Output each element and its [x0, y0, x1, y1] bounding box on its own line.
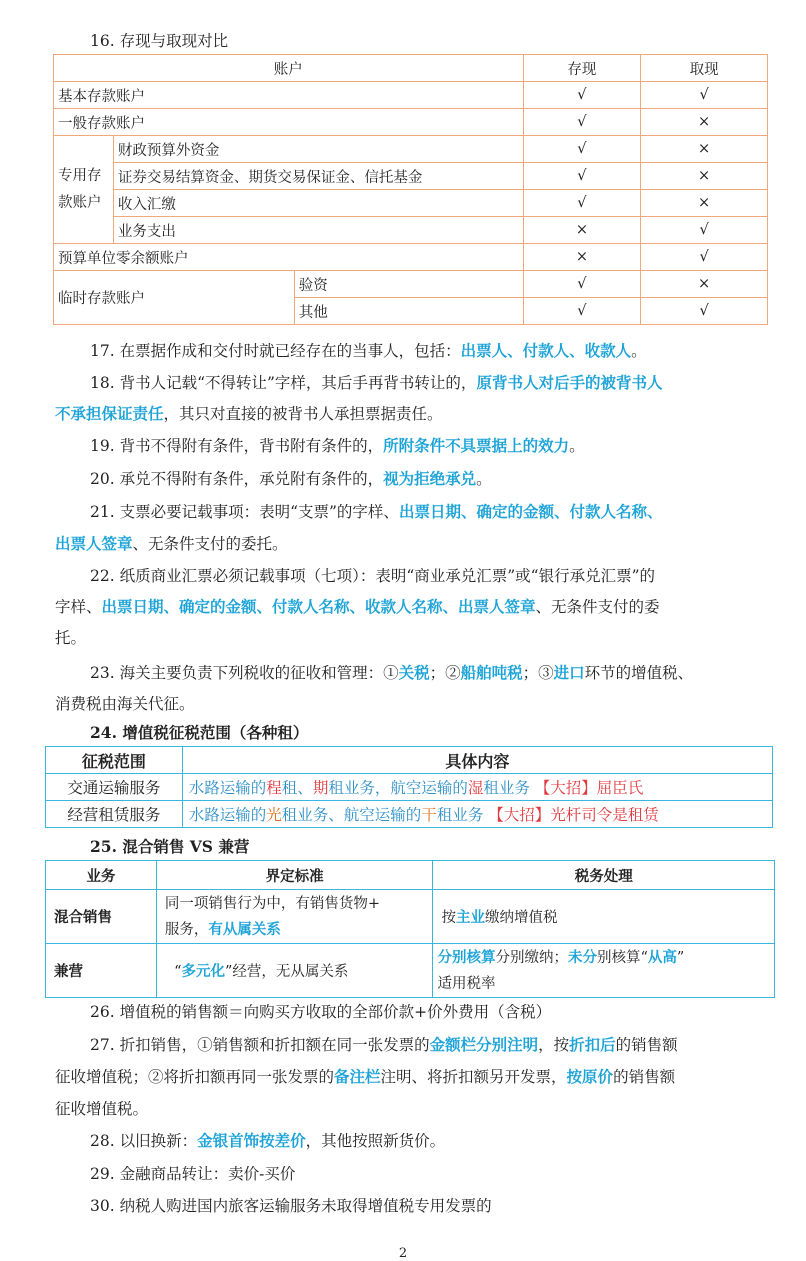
account-name: 验资 — [294, 271, 523, 298]
text: ” — [676, 949, 685, 966]
text: 21. 支票必要记载事项：表明“支票”的字样、 — [90, 503, 399, 521]
section-22-line2 — [55, 596, 660, 618]
table-row — [46, 890, 775, 944]
deposit-mark: × — [523, 217, 641, 244]
account-name: 收入汇缴 — [113, 190, 523, 217]
text: ，按 — [538, 1036, 570, 1054]
account-name: 业务支出 — [113, 217, 523, 244]
deposit-mark: √ — [523, 298, 641, 325]
withdraw-mark: × — [641, 163, 768, 190]
cash-comparison-table — [53, 54, 768, 325]
highlight: 折扣后 — [569, 1035, 616, 1054]
text: 租业务、航空运输的 — [281, 806, 422, 824]
section-21-line1 — [90, 501, 662, 523]
table-row — [46, 944, 775, 998]
section-23-line1 — [90, 662, 693, 684]
highlight: 主业 — [455, 909, 485, 926]
section-25-title: 25. 混合销售 VS 兼营 — [90, 837, 250, 856]
highlight: 按原价 — [566, 1067, 614, 1086]
table-header-row — [46, 861, 775, 890]
text: 。 — [569, 437, 585, 455]
withdraw-mark: √ — [641, 244, 768, 271]
text: 18. 背书人记载“不得转让”字样，其后手再背书转让的， — [90, 374, 477, 392]
text: 同一项销售行为中，有销售货物+ — [164, 895, 381, 912]
highlight: 原背书人对后手的被背书人 — [476, 373, 663, 392]
scope-name: 交通运输服务 — [46, 774, 183, 801]
section-17 — [90, 340, 647, 362]
text: 水路运输的 — [188, 779, 267, 797]
withdraw-mark: × — [641, 271, 768, 298]
key-char: 湿 — [467, 779, 484, 797]
table-row — [54, 136, 768, 163]
section-20 — [90, 468, 492, 490]
highlight: 出票人签章 — [55, 534, 133, 553]
table-row — [54, 163, 768, 190]
special-account-label: 专用存款账户 — [54, 136, 114, 244]
key-char: 期 — [312, 779, 329, 797]
highlight: 备注栏 — [334, 1067, 381, 1086]
text: 19. 背书不得附有条件，背书附有条件的， — [90, 437, 384, 455]
highlight: 进口 — [553, 663, 585, 682]
text: 。 — [631, 342, 647, 360]
highlight: 出票人、付款人、收款人 — [460, 341, 632, 360]
section-27-line2 — [55, 1066, 675, 1088]
withdraw-mark: × — [641, 136, 768, 163]
text: 租业务 — [436, 806, 489, 824]
highlight: 多元化 — [181, 963, 225, 980]
business-name: 混合销售 — [46, 890, 157, 944]
withdraw-mark: × — [641, 109, 768, 136]
text: 征收增值税；②将折扣额再同一张发票的 — [55, 1068, 335, 1086]
deposit-mark: √ — [523, 136, 641, 163]
section-27-line1 — [90, 1034, 678, 1056]
text: 注明、将折扣额另开发票， — [380, 1068, 567, 1086]
deposit-mark: √ — [523, 163, 641, 190]
section-18-line2 — [55, 403, 443, 425]
section-27-line3: 征收增值税。 — [55, 1100, 149, 1118]
text: ；② — [429, 664, 461, 682]
text: 租业务，航空运输的 — [328, 779, 468, 797]
highlight: 船舶吨税 — [460, 663, 523, 682]
mnemonic-tip: 【大招】光杆司令是租赁 — [488, 806, 659, 824]
mnemonic-tip: 【大招】屈臣氏 — [534, 779, 644, 797]
text: 租、 — [281, 779, 313, 797]
table-row — [54, 217, 768, 244]
text: ”经营，无从属关系 — [225, 964, 349, 980]
text: 字样、 — [55, 598, 102, 616]
withdraw-mark: √ — [641, 298, 768, 325]
text: 适用税率 — [437, 975, 496, 992]
section-24-title: 24. 增值税征税范围（各种租） — [90, 723, 309, 742]
section-28 — [90, 1130, 445, 1152]
section-19 — [90, 435, 585, 457]
business-name: 兼营 — [46, 944, 157, 998]
table-row — [46, 801, 773, 828]
section-22-line3: 托。 — [55, 629, 87, 647]
table-header-row — [54, 55, 768, 82]
header-deposit: 存现 — [523, 55, 641, 82]
text: 的销售额 — [613, 1068, 676, 1086]
deposit-mark: √ — [523, 190, 641, 217]
highlight: 金银首饰按差价 — [197, 1131, 306, 1150]
header-business: 业务 — [46, 861, 157, 890]
section-22-line1: 22. 纸质商业汇票必须记载事项（七项）：表明“商业承兑汇票”或“银行承兑汇票”的 — [90, 567, 656, 585]
highlight: 所附条件不具票据上的效力 — [383, 436, 570, 455]
highlight: 未分 — [567, 948, 597, 966]
account-name: 基本存款账户 — [54, 82, 524, 109]
mixed-sales-table — [45, 860, 775, 998]
deposit-mark: √ — [523, 271, 641, 298]
account-name: 其他 — [294, 298, 523, 325]
tax-cell — [433, 890, 775, 944]
table-row — [46, 774, 773, 801]
table-header-row — [46, 747, 773, 774]
key-char: 程 — [266, 779, 282, 797]
text: “ — [174, 964, 182, 980]
section-29: 29. 金融商品转让：卖价-买价 — [90, 1165, 296, 1183]
text: 别核算“ — [596, 949, 648, 966]
deposit-mark: √ — [523, 109, 641, 136]
key-char: 干 — [421, 806, 437, 824]
withdraw-mark: × — [641, 190, 768, 217]
scope-content — [182, 774, 772, 801]
table-row — [54, 244, 768, 271]
scope-name: 经营租赁服务 — [46, 801, 183, 828]
text: 17. 在票据作成和交付时就已经存在的当事人，包括： — [90, 342, 461, 360]
table-row — [54, 109, 768, 136]
section-21-line2 — [55, 533, 288, 555]
withdraw-mark: √ — [641, 82, 768, 109]
scope-content — [182, 801, 772, 828]
withdraw-mark: √ — [641, 217, 768, 244]
text: 分别缴纳； — [495, 949, 568, 966]
text: 28. 以旧换新： — [90, 1132, 198, 1150]
highlight: 金额栏分别注明 — [429, 1035, 539, 1054]
header-withdraw: 取现 — [641, 55, 768, 82]
highlight: 视为拒绝承兑 — [383, 469, 477, 488]
section-16-title: 16. 存现与取现对比 — [90, 32, 229, 50]
deposit-mark: √ — [523, 82, 641, 109]
text: 23. 海关主要负责下列税收的征收和管理：① — [90, 664, 399, 682]
section-26: 26. 增值税的销售额＝向购买方收取的全部价款+价外费用（含税） — [90, 1003, 552, 1021]
standard-cell — [156, 944, 433, 998]
text: 水路运输的 — [188, 806, 267, 824]
text: 按 — [441, 910, 456, 926]
table-row — [54, 271, 768, 298]
text: ，其他按照新货价。 — [305, 1132, 446, 1150]
header-account: 账户 — [54, 55, 524, 82]
text: 租业务 — [483, 779, 535, 797]
account-name: 预算单位零余额账户 — [54, 244, 524, 271]
text: 、无条件支付的委托。 — [132, 535, 288, 553]
tax-cell — [433, 944, 775, 998]
header-tax: 税务处理 — [433, 861, 775, 890]
deposit-mark: × — [523, 244, 641, 271]
header-content: 具体内容 — [182, 747, 772, 774]
key-char: 光 — [266, 806, 282, 824]
text: 缴纳增值税 — [484, 910, 558, 926]
table-row — [54, 190, 768, 217]
section-18-line1 — [90, 372, 662, 394]
table-row — [54, 82, 768, 109]
text: ，其只对直接的被背书人承担票据责任。 — [163, 405, 443, 423]
highlight: 出票日期、确定的金额、付款人名称、收款人名称、出票人签章 — [101, 597, 536, 616]
highlight: 从高 — [647, 948, 677, 966]
text: 27. 折扣销售，①销售额和折扣额在同一张发票的 — [90, 1036, 430, 1054]
text: 环节的增值税、 — [584, 664, 694, 682]
account-name: 证券交易结算资金、期货交易保证金、信托基金 — [113, 163, 523, 190]
text: ；③ — [522, 664, 554, 682]
text: 。 — [476, 470, 492, 488]
section-30: 30. 纳税人购进国内旅客运输服务未取得增值税专用发票的 — [90, 1197, 492, 1215]
highlight: 有从属关系 — [208, 920, 281, 938]
page-number: 2 — [398, 1246, 408, 1261]
text: 的销售额 — [615, 1036, 678, 1054]
highlight: 出票日期、确定的金额、付款人名称、 — [398, 502, 663, 521]
account-name: 一般存款账户 — [54, 109, 524, 136]
section-23-line2: 消费税由海关代征。 — [55, 695, 195, 713]
highlight: 分别核算 — [437, 948, 496, 966]
vat-scope-table — [45, 746, 773, 828]
header-standard: 界定标准 — [156, 861, 433, 890]
text: 、无条件支付的委 — [535, 598, 660, 616]
text: 服务， — [164, 921, 209, 938]
text: 20. 承兑不得附有条件，承兑附有条件的， — [90, 470, 384, 488]
standard-cell — [156, 890, 433, 944]
header-scope: 征税范围 — [46, 747, 183, 774]
temp-account-label: 临时存款账户 — [54, 271, 295, 325]
highlight: 关税 — [398, 663, 430, 682]
highlight: 不承担保证责任 — [55, 404, 164, 423]
account-name: 财政预算外资金 — [113, 136, 523, 163]
